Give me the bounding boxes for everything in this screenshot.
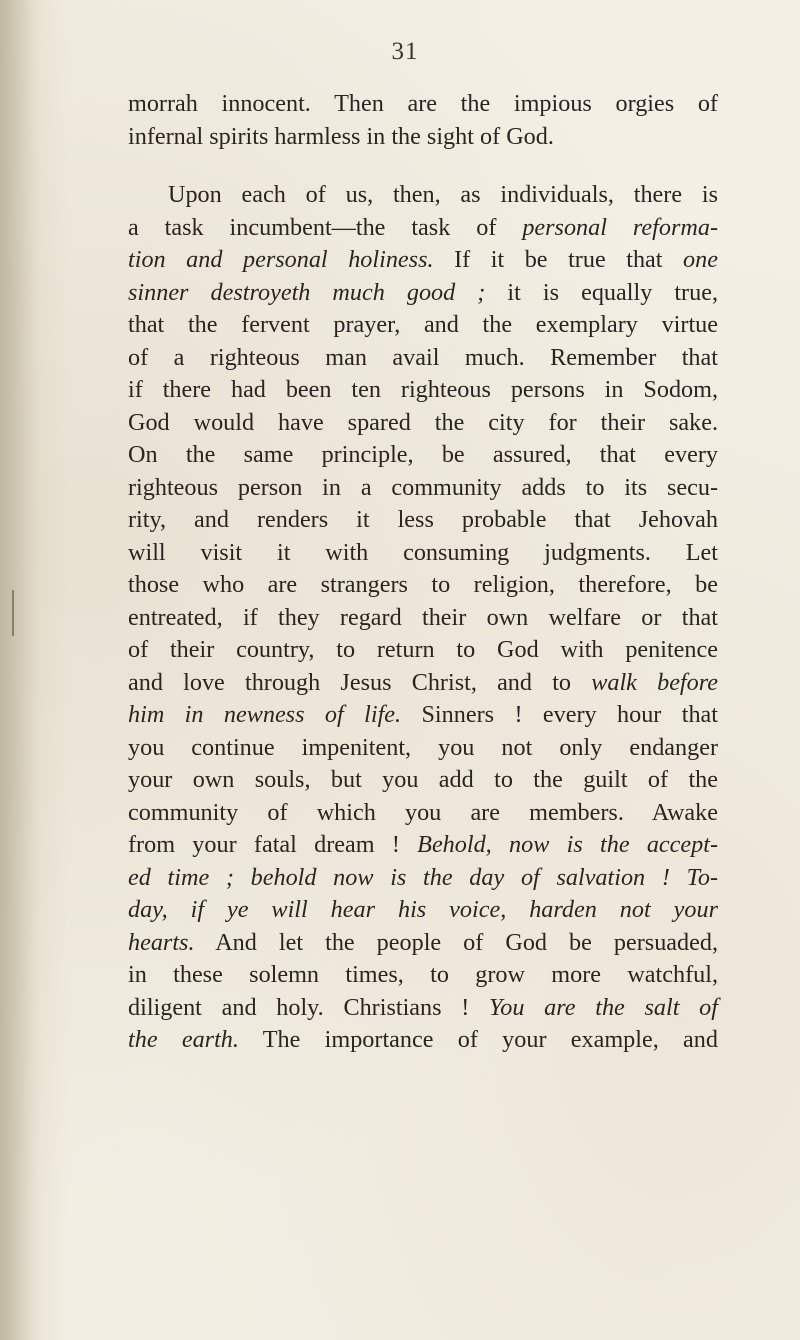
- text-line: [128, 927, 718, 960]
- italic-text-run: Behold, now is the accept-: [417, 831, 718, 858]
- text-line: [128, 1024, 718, 1057]
- text-run: entreated, if they regard their own welfare or that: [128, 603, 718, 631]
- text-run: you continue impenitent, you not only endanger: [128, 733, 718, 761]
- text-line: [128, 309, 718, 342]
- text-run: will visit it with consuming judgments. Let: [128, 538, 718, 566]
- text-run: if there had been ten righteous persons in Sodom,: [128, 376, 718, 403]
- text-run: those who are strangers to religion, therefore, be: [128, 571, 718, 598]
- text-line: [128, 894, 718, 927]
- text-run: Sinners ! every hour that: [401, 701, 719, 728]
- text-line: [128, 634, 718, 667]
- text-run: from your fatal dream !: [128, 831, 418, 858]
- italic-text-run: walk before: [591, 668, 718, 696]
- text-line: [128, 797, 718, 830]
- text-line: [128, 121, 718, 154]
- text-line: [128, 277, 718, 310]
- text-run: If it be true that: [433, 246, 684, 273]
- body-text: [128, 88, 718, 1057]
- text-run: in these solemn times, to grow more watchful,: [128, 961, 718, 988]
- italic-text-run: ed time ; behold now is the day of salvation ! To-: [128, 863, 718, 891]
- text-line: [128, 439, 718, 472]
- text-run: community of which you are members. Awake: [128, 798, 718, 826]
- text-line: [128, 179, 718, 212]
- text-line: [128, 88, 718, 121]
- text-line: [128, 407, 718, 440]
- text-line: [128, 829, 718, 862]
- text-run: morrah innocent. Then are the impious orgies of: [128, 90, 718, 117]
- italic-text-run: tion and personal holiness.: [128, 246, 434, 273]
- italic-text-run: day, if ye will hear his voice, harden not your: [128, 896, 718, 923]
- text-line: [128, 472, 718, 505]
- text-line: [128, 699, 718, 732]
- text-line: [128, 667, 718, 700]
- text-line: [128, 602, 718, 635]
- text-run: infernal spirits harmless in the sight of God.: [128, 122, 554, 150]
- text-line: [128, 537, 718, 570]
- text-run: On the same principle, be assured, that every: [128, 441, 718, 468]
- text-run: righteous person in a community adds to its secu-: [128, 473, 718, 501]
- text-line: [128, 569, 718, 602]
- text-line: [128, 959, 718, 992]
- text-run: of a righteous man avail much. Remember that: [128, 343, 718, 371]
- text-run: diligent and holy. Christians !: [128, 993, 490, 1021]
- italic-text-run: him in newness of life.: [128, 701, 402, 728]
- text-line: [128, 244, 718, 277]
- text-line: [128, 504, 718, 537]
- text-line: [128, 764, 718, 797]
- italic-text-run: hearts.: [128, 928, 195, 956]
- text-run: rity, and renders it less probable that Jehovah: [128, 506, 718, 533]
- text-line: [128, 374, 718, 407]
- text-line: [128, 862, 718, 895]
- italic-text-run: You are the salt of: [489, 993, 718, 1021]
- text-line: [128, 342, 718, 375]
- text-line: [128, 212, 718, 245]
- text-run: And let the people of God be persuaded,: [194, 928, 718, 956]
- text-run: that the fervent prayer, and the exemplary virtue: [128, 311, 718, 338]
- text-run: it is equally true,: [485, 278, 718, 306]
- paragraph-gap: [128, 153, 718, 179]
- text-run: your own souls, but you add to the guilt of the: [128, 766, 718, 793]
- italic-text-run: sinner destroyeth much good ;: [128, 278, 486, 306]
- margin-mark: [12, 590, 14, 636]
- text-run: The importance of your example, and: [238, 1026, 718, 1053]
- text-run: a task incumbent—the task of: [128, 213, 523, 241]
- italic-text-run: one: [683, 246, 718, 273]
- gutter-shadow: [0, 0, 40, 1340]
- italic-text-run: personal reforma-: [522, 213, 718, 241]
- text-run: of their country, to return to God with penitence: [128, 636, 718, 663]
- text-line: [128, 992, 718, 1025]
- page-number: 31: [391, 38, 419, 65]
- text-run: and love through Jesus Christ, and to: [128, 668, 592, 696]
- text-run: Upon each of us, then, as individuals, there is: [168, 181, 718, 208]
- text-run: God would have spared the city for their sake.: [128, 408, 718, 436]
- italic-text-run: the earth.: [128, 1026, 239, 1053]
- text-line: [128, 732, 718, 765]
